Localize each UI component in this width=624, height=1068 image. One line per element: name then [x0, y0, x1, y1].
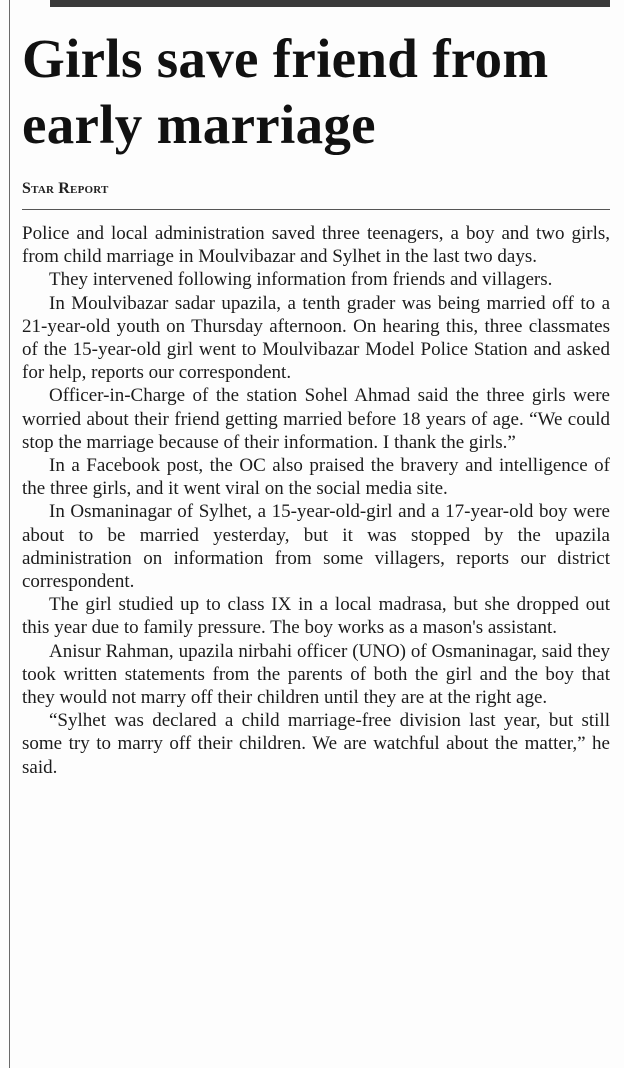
article-paragraph: In Osmaninagar of Sylhet, a 15-year-old-girl and a 17-year-old boy were about to be married yesterday, but it was stopped by the upazila administration on information from some villagers, reports our district correspondent. — [22, 501, 610, 593]
article-paragraph: In Moulvibazar sadar upazila, a tenth grader was being married off to a 21-year-old youth on Thursday afternoon. On hearing this, three classmates of the 15-year-old girl went to Moulvibazar Model Police Station and asked for help, reports our correspondent. — [22, 292, 610, 384]
byline: Star Report — [22, 180, 109, 197]
article-paragraph: “Sylhet was declared a child marriage-free division last year, but still some try to marry off their children. We are watchful about the matter,” he said. — [22, 710, 610, 778]
article-body — [22, 222, 610, 779]
column-rule — [9, 0, 10, 1068]
article-paragraph: The girl studied up to class IX in a local madrasa, but she dropped out this year due to family pressure. The boy works as a mason's assistant. — [22, 594, 610, 639]
article-paragraph: Anisur Rahman, upazila nirbahi officer (UNO) of Osmaninagar, said they took written statements from the parents of both the girl and the boy that they would not marry off their children until they are at the right age. — [22, 640, 610, 709]
headline: Girls save friend from early marriage — [22, 28, 549, 155]
article-paragraph: Police and local administration saved three teenagers, a boy and two girls, from child marriage in Moulvibazar and Sylhet in the last two days. — [22, 223, 610, 268]
article-paragraph: In a Facebook post, the OC also praised the bravery and intelligence of the three girls, and it went viral on the social media site. — [22, 455, 610, 500]
article-paragraph: Officer-in-Charge of the station Sohel Ahmad said the three girls were worried about their friend getting married before 18 years of age. “We could stop the marriage because of their information. I thank the girls.” — [22, 385, 610, 453]
top-rule — [50, 0, 610, 7]
byline-rule — [22, 209, 610, 210]
article-paragraph: They intervened following information from friends and villagers. — [49, 269, 553, 291]
